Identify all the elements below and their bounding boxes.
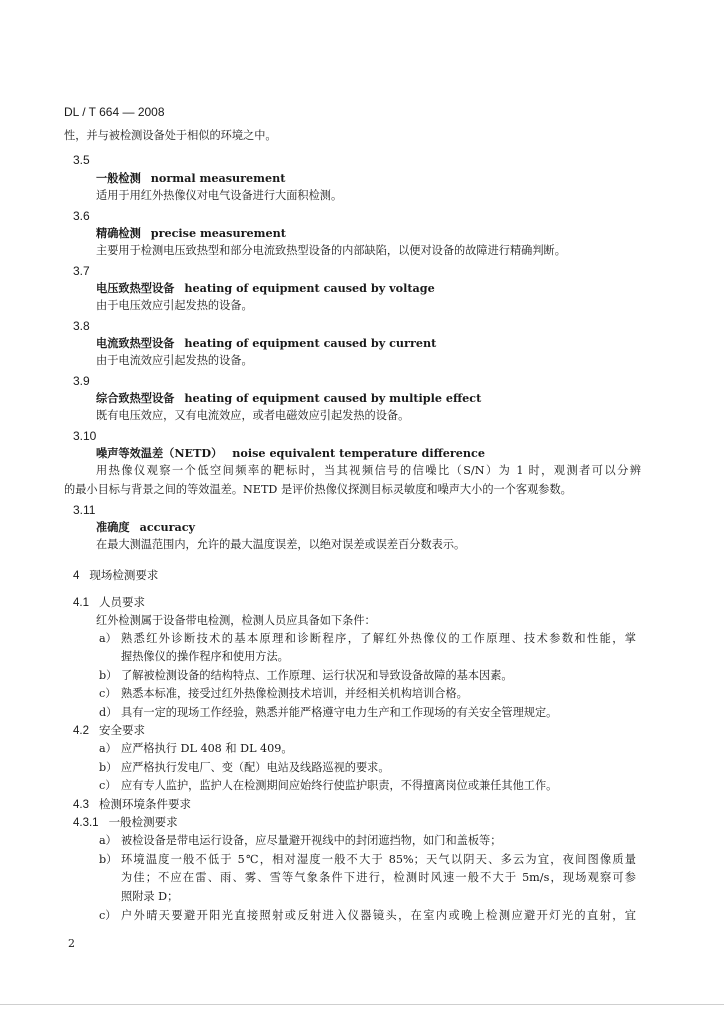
page-number: 2: [68, 937, 75, 950]
section-number: 4: [73, 570, 80, 582]
subsubsection-number: 4.3.1: [73, 817, 99, 829]
subsection-heading: [73, 595, 145, 611]
list-item-text-continued: 照附录 D；: [121, 890, 179, 903]
subsection-title: 人员要求: [99, 597, 145, 609]
standard-code-header: DL / T 664 — 2008: [64, 105, 165, 119]
clause-number: 3.10: [73, 429, 97, 443]
list-item-marker: b）: [99, 669, 118, 682]
list-item-text: 熟悉红外诊断技术的基本原理和诊断程序，了解红外热像仪的工作原理、技术参数和性能，掌: [121, 632, 636, 645]
list-item-text-continued: 握热像仪的操作程序和使用方法。: [121, 650, 289, 663]
subsubsection-heading: [73, 815, 178, 831]
term-chinese: 准确度: [96, 520, 130, 534]
list-item-marker: a）: [99, 834, 117, 847]
term-definition-continued: 的最小目标与背景之间的等效温差。NETD 是评价热像仪探测目标灵敏度和噪声大小的一个客观参数。: [64, 483, 572, 496]
list-item-marker: c）: [99, 909, 117, 922]
term-definition: 由于电流效应引起发热的设备。: [96, 354, 253, 367]
term-english: noise equivalent temperature difference: [232, 446, 485, 460]
clause-number: 3.8: [73, 319, 90, 333]
list-item-marker: a）: [99, 742, 117, 755]
list-item-text: 了解被检测设备的结构特点、工作原理、运行状况和导致设备故障的基本因素。: [121, 669, 513, 682]
list-item-text: 具有一定的现场工作经验，熟悉并能严格遵守电力生产和工作现场的有关安全管理规定。: [121, 706, 558, 719]
term-chinese: 噪声等效温差（NETD）: [96, 446, 223, 460]
subsection-title: 检测环境条件要求: [99, 799, 191, 811]
term-english: accuracy: [139, 520, 196, 534]
term-heading: [96, 280, 435, 297]
term-english: heating of equipment caused by current: [184, 336, 437, 350]
scan-edge-line: [0, 1004, 724, 1005]
clause-number: 3.11: [73, 503, 96, 517]
subsection-heading: [73, 797, 191, 813]
clause-number: 3.5: [73, 153, 90, 167]
term-english: normal measurement: [150, 171, 286, 185]
subsection-intro: 红外检测属于设备带电检测，检测人员应具备如下条件：: [96, 614, 376, 627]
list-item-marker: c）: [99, 687, 117, 700]
continued-text-line: 性，并与被检测设备处于相似的环境之中。: [64, 129, 277, 142]
clause-number: 3.7: [73, 264, 90, 278]
term-definition: 由于电压效应引起发热的设备。: [96, 299, 253, 312]
list-item-marker: c）: [99, 779, 117, 792]
term-heading: [96, 390, 481, 407]
term-heading: [96, 335, 436, 352]
term-english: heating of equipment caused by multiple effect: [184, 391, 482, 405]
list-item-text: 应有专人监护，监护人在检测期间应始终行使监护职责，不得擅离岗位或兼任其他工作。: [121, 779, 558, 792]
term-heading: [96, 445, 485, 462]
term-english: heating of equipment caused by voltage: [184, 281, 435, 295]
term-chinese: 电流致热型设备: [96, 336, 175, 350]
clause-number: 3.6: [73, 209, 90, 223]
term-chinese: 一般检测: [96, 171, 141, 185]
term-definition: 主要用于检测电压致热型和部分电流致热型设备的内部缺陷，以便对设备的故障进行精确判断。: [96, 244, 566, 257]
list-item-marker: b）: [99, 853, 118, 866]
list-item-text: 户外晴天要避开阳光直接照射或反射进入仪器镜头，在室内或晚上检测应避开灯光的直射，宜: [121, 909, 636, 922]
term-chinese: 综合致热型设备: [96, 391, 175, 405]
list-item-marker: b）: [99, 761, 118, 774]
term-chinese: 电压致热型设备: [96, 281, 175, 295]
term-definition: 在最大测温范围内，允许的最大温度误差，以绝对误差或误差百分数表示。: [96, 538, 466, 551]
clause-number: 3.9: [73, 374, 90, 388]
subsection-number: 4.3: [73, 799, 89, 811]
term-definition: 既有电压效应，又有电流效应，或者电磁效应引起发热的设备。: [96, 409, 410, 422]
list-item-text: 应严格执行发电厂、变（配）电站及线路巡视的要求。: [121, 761, 390, 774]
list-item-text-continued: 为佳；不应在雷、雨、雾、雪等气象条件下进行，检测时风速一般不大于 5m/s，现场观察可参: [121, 871, 636, 884]
section-heading: [73, 568, 158, 584]
subsection-title: 安全要求: [99, 725, 145, 737]
term-chinese: 精确检测: [96, 226, 141, 240]
subsubsection-title: 一般检测要求: [108, 817, 178, 829]
list-item-text: 熟悉本标准，接受过红外热像检测技术培训，并经相关机构培训合格。: [121, 687, 468, 700]
list-item-marker: d）: [99, 706, 118, 719]
list-item-marker: a）: [99, 632, 117, 645]
section-title: 现场检测要求: [89, 570, 159, 582]
list-item-text: 应严格执行 DL 408 和 DL 409。: [121, 742, 293, 755]
list-item-text: 环境温度一般不低于 5℃，相对湿度一般不大于 85%；天气以阴天、多云为宜，夜间图像质量: [121, 853, 636, 866]
term-heading: [96, 519, 195, 536]
term-heading: [96, 170, 285, 187]
subsection-number: 4.1: [73, 597, 89, 609]
subsection-heading: [73, 723, 145, 739]
term-definition: 适用于用红外热像仪对电气设备进行大面积检测。: [96, 189, 343, 202]
subsection-number: 4.2: [73, 725, 89, 737]
term-english: precise measurement: [150, 226, 286, 240]
term-definition: 用热像仪观察一个低空间频率的靶标时，当其视频信号的信噪比（S/N）为 1 时，观测者可以分辨: [96, 464, 641, 477]
list-item-text: 被检设备是带电运行设备，应尽量避开视线中的封闭遮挡物，如门和盖板等；: [121, 834, 502, 847]
term-heading: [96, 225, 286, 242]
